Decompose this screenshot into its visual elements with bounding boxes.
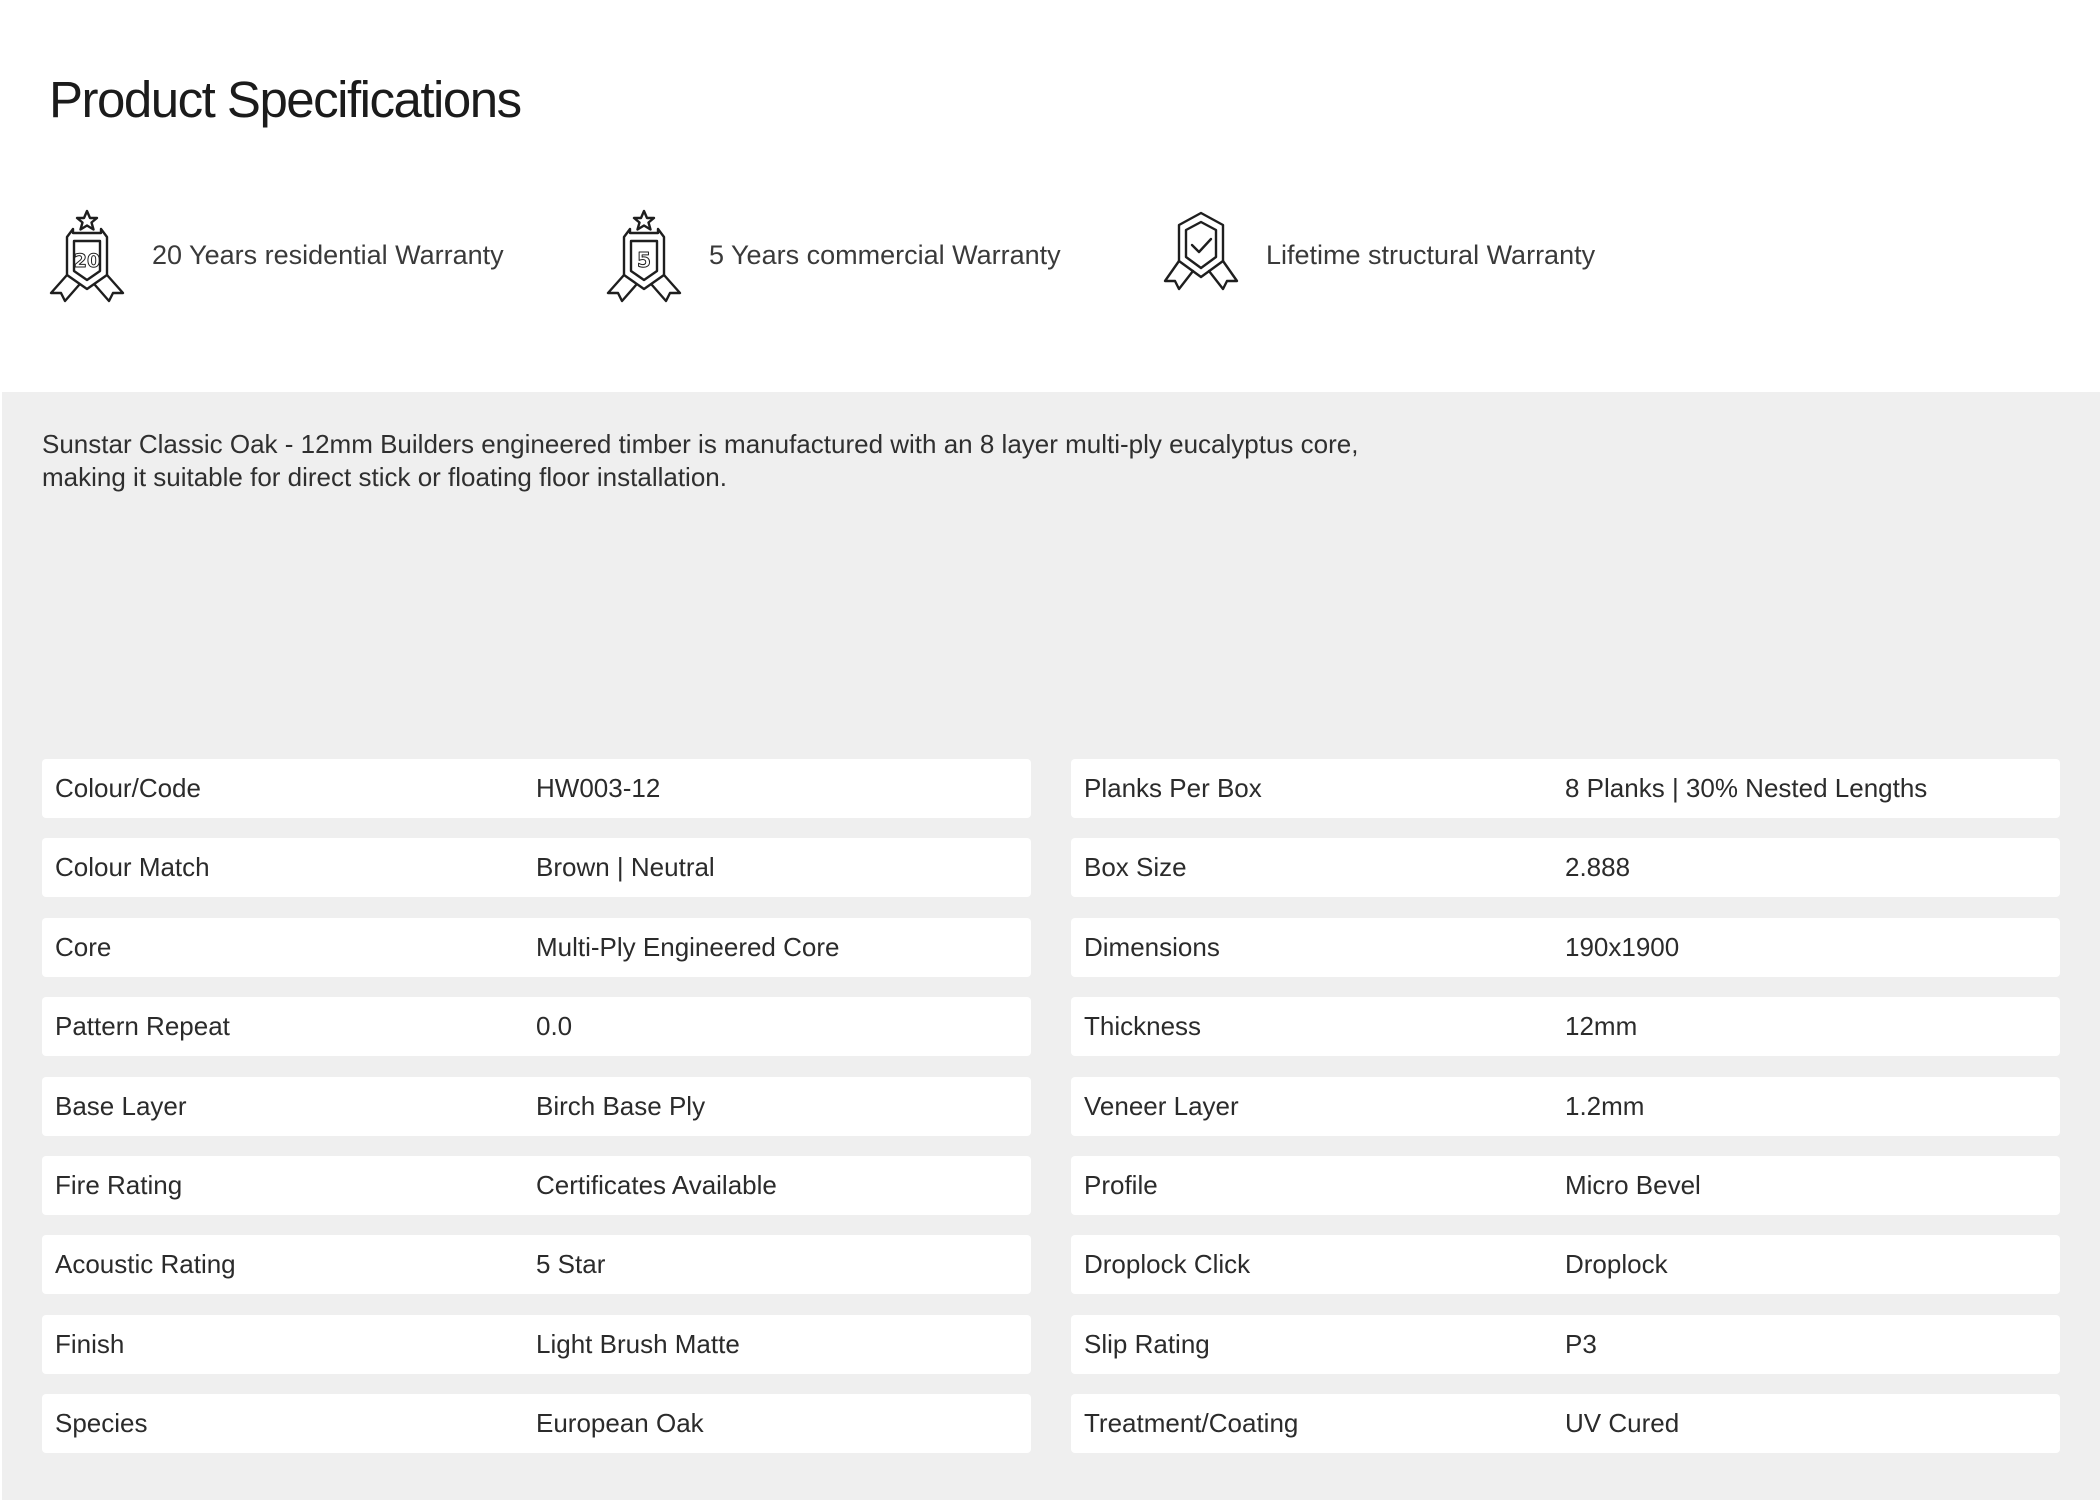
spec-key: Colour Match — [55, 852, 210, 883]
spec-value: Light Brush Matte — [536, 1328, 740, 1359]
award-check-icon — [1159, 205, 1249, 305]
specifications-panel — [2, 392, 2100, 1500]
spec-row — [1071, 997, 2060, 1056]
spec-key: Treatment/Coating — [1084, 1408, 1299, 1439]
spec-key: Droplock Click — [1084, 1249, 1251, 1280]
spec-row — [1071, 1156, 2060, 1215]
spec-key: Dimensions — [1084, 931, 1220, 962]
spec-value: 2.888 — [1565, 852, 1631, 883]
spec-key: Profile — [1084, 1169, 1158, 1200]
spec-key: Thickness — [1084, 1011, 1202, 1042]
spec-value: Multi-Ply Engineered Core — [536, 931, 840, 962]
specs-column-left — [42, 759, 1031, 1474]
warranty-commercial — [602, 205, 1061, 305]
spec-row — [42, 838, 1031, 897]
spec-value: Certificates Available — [536, 1169, 777, 1200]
spec-value: Droplock — [1565, 1249, 1668, 1280]
spec-value: Birch Base Ply — [536, 1090, 706, 1121]
award-5-icon — [602, 205, 692, 305]
spec-key: Slip Rating — [1084, 1328, 1210, 1359]
spec-row — [1071, 1315, 2060, 1374]
spec-row — [42, 1235, 1031, 1294]
spec-row — [1071, 1235, 2060, 1294]
spec-row — [1071, 759, 2060, 818]
spec-row — [42, 759, 1031, 818]
spec-value: 0.0 — [536, 1011, 573, 1042]
warranty-label: 5 Years commercial Warranty — [709, 239, 1061, 270]
spec-row — [1071, 838, 2060, 897]
header-section — [0, 0, 2100, 392]
spec-key: Species — [55, 1408, 148, 1439]
badge-number-text: 20 — [73, 250, 101, 272]
spec-row — [42, 1315, 1031, 1374]
warranty-structural — [1159, 205, 1595, 305]
spec-key: Colour/Code — [55, 773, 201, 803]
spec-value: Brown | Neutral — [536, 852, 715, 883]
spec-row — [1071, 1077, 2060, 1136]
spec-value: P3 — [1565, 1328, 1597, 1359]
spec-row — [42, 1077, 1031, 1136]
spec-value: 12mm — [1565, 1011, 1638, 1042]
spec-key: Fire Rating — [55, 1169, 183, 1200]
product-description: Sunstar Classic Oak - 12mm Builders engineered timber is manufactured with an 8 layer multi-ply eucalyptus core, making it suitable for direct stick or floating floor installation. — [42, 429, 1359, 492]
specs-column-right — [1071, 759, 2060, 1474]
badge-number-text: 5 — [637, 248, 651, 272]
spec-key: Planks Per Box — [1084, 773, 1262, 803]
page-title: Product Specifications — [49, 71, 521, 128]
warranty-label: Lifetime structural Warranty — [1266, 239, 1596, 270]
warranty-residential — [45, 205, 504, 305]
spec-row — [42, 918, 1031, 977]
spec-value: UV Cured — [1565, 1408, 1680, 1439]
spec-key: Base Layer — [55, 1090, 187, 1121]
spec-value: 190x1900 — [1565, 931, 1680, 962]
spec-key: Pattern Repeat — [55, 1011, 230, 1042]
spec-key: Acoustic Rating — [55, 1249, 236, 1280]
award-20-icon — [45, 205, 135, 305]
spec-value: 5 Star — [536, 1249, 606, 1280]
spec-value: Micro Bevel — [1565, 1169, 1701, 1200]
warranty-label: 20 Years residential Warranty — [152, 239, 504, 270]
spec-row — [1071, 918, 2060, 977]
spec-row — [42, 997, 1031, 1056]
spec-value: HW003-12 — [536, 773, 661, 803]
spec-value: European Oak — [536, 1408, 704, 1439]
spec-row — [42, 1156, 1031, 1215]
spec-row — [42, 1394, 1031, 1453]
spec-key: Box Size — [1084, 852, 1187, 883]
spec-key: Veneer Layer — [1084, 1090, 1239, 1121]
spec-key: Finish — [55, 1328, 125, 1359]
spec-row — [1071, 1394, 2060, 1453]
spec-value: 1.2mm — [1565, 1090, 1645, 1121]
spec-value: 8 Planks | 30% Nested Lengths — [1565, 773, 1928, 803]
spec-key: Core — [55, 931, 112, 962]
